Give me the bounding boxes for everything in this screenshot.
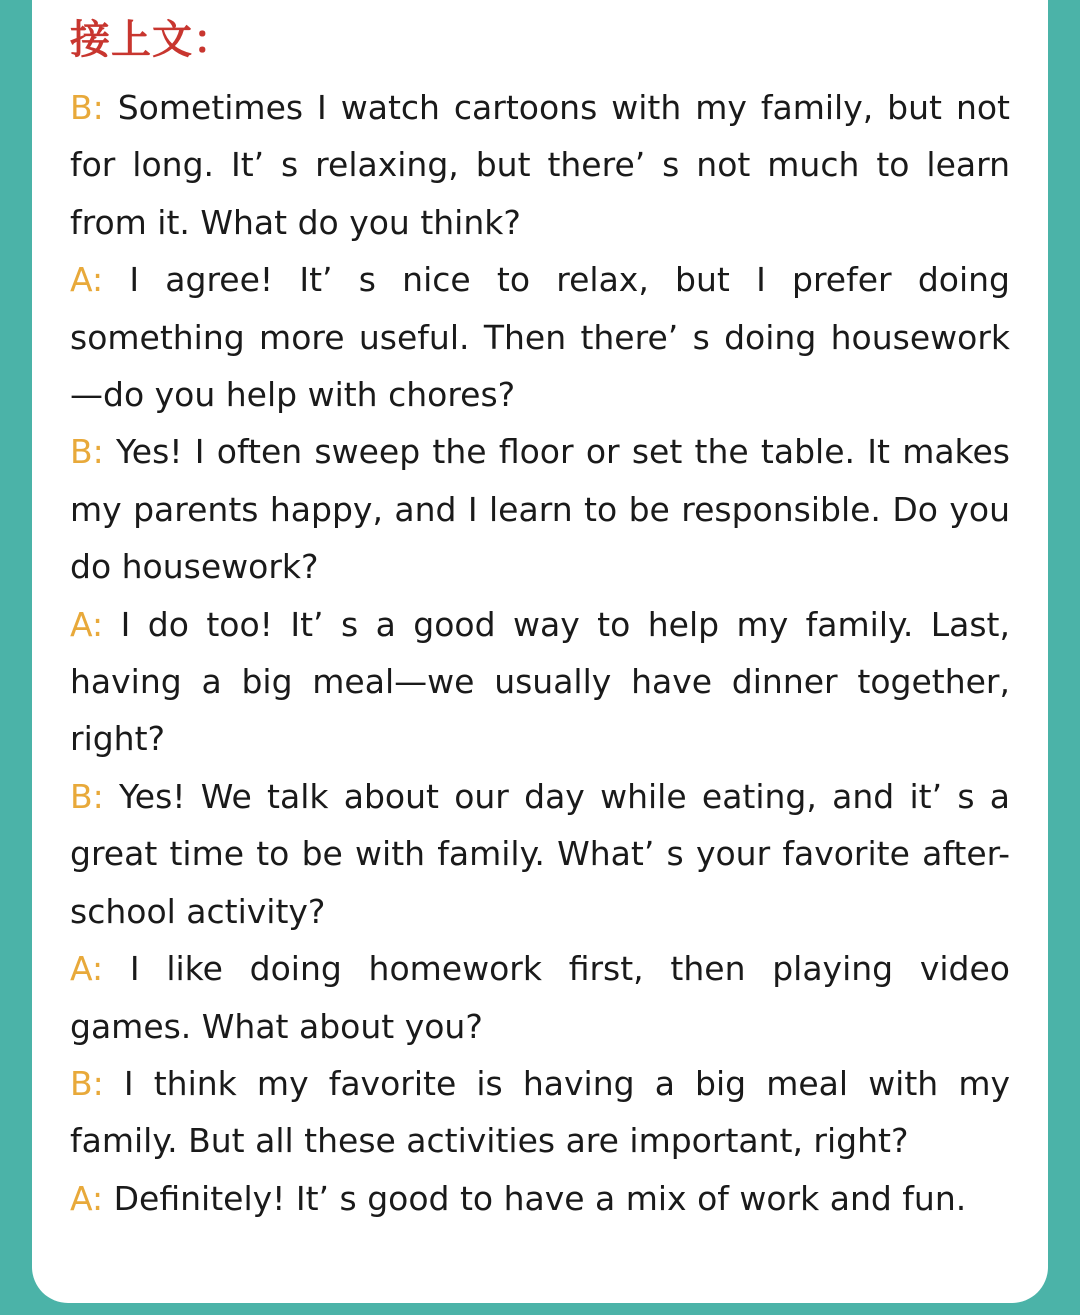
dialogue-turn	[70, 596, 1010, 768]
dialogue-text: I like doing homework first, then playing video games. What about you?	[70, 949, 1010, 1046]
dialogue-text: Sometimes I watch cartoons with my family, but not for long. It’ s relaxing, but there’ s not much to learn from it. What do you think?	[70, 88, 1010, 242]
dialogue-turn	[70, 251, 1010, 423]
speaker-label: A:	[70, 604, 104, 644]
dialogue-text: Yes! I often sweep the floor or set the table. It makes my parents happy, and I learn to be responsible. Do you do housework?	[70, 432, 1010, 587]
dialogue-text: Yes! We talk about our day while eating, and it’ s a great time to be with family. What’ s your favorite after-school activity?	[70, 776, 1010, 931]
speaker-label: A:	[70, 1178, 104, 1218]
dialogue-turn	[70, 79, 1010, 251]
speaker-label: B:	[70, 776, 104, 816]
dialogue-turn	[70, 1170, 1010, 1227]
dialogue-text: I think my favorite is having a big meal with my family. But all these activities are important, right?	[70, 1063, 1010, 1161]
speaker-label: A:	[70, 949, 104, 989]
dialogue-turn	[70, 940, 1010, 1055]
speaker-label: B:	[70, 1063, 104, 1103]
dialogue-text: I agree! It’ s nice to relax, but I prefer doing something more useful. Then there’ s doing housework—do you help with chores?	[70, 260, 1010, 415]
dialogue-list	[70, 79, 1010, 1227]
dialogue-turn	[70, 768, 1010, 940]
dialogue-text: Definitely! It’ s good to have a mix of work and fun.	[103, 1178, 967, 1218]
speaker-label: B:	[70, 88, 104, 127]
dialogue-turn	[70, 1055, 1010, 1170]
dialogue-text: I do too! It’ s a good way to help my family. Last, having a big meal—we usually have dinner together, right?	[70, 604, 1010, 759]
continuation-heading: 接上文：	[70, 17, 234, 63]
dialogue-turn	[70, 423, 1010, 595]
speaker-label: A:	[70, 260, 104, 300]
speaker-label: B:	[70, 432, 104, 472]
